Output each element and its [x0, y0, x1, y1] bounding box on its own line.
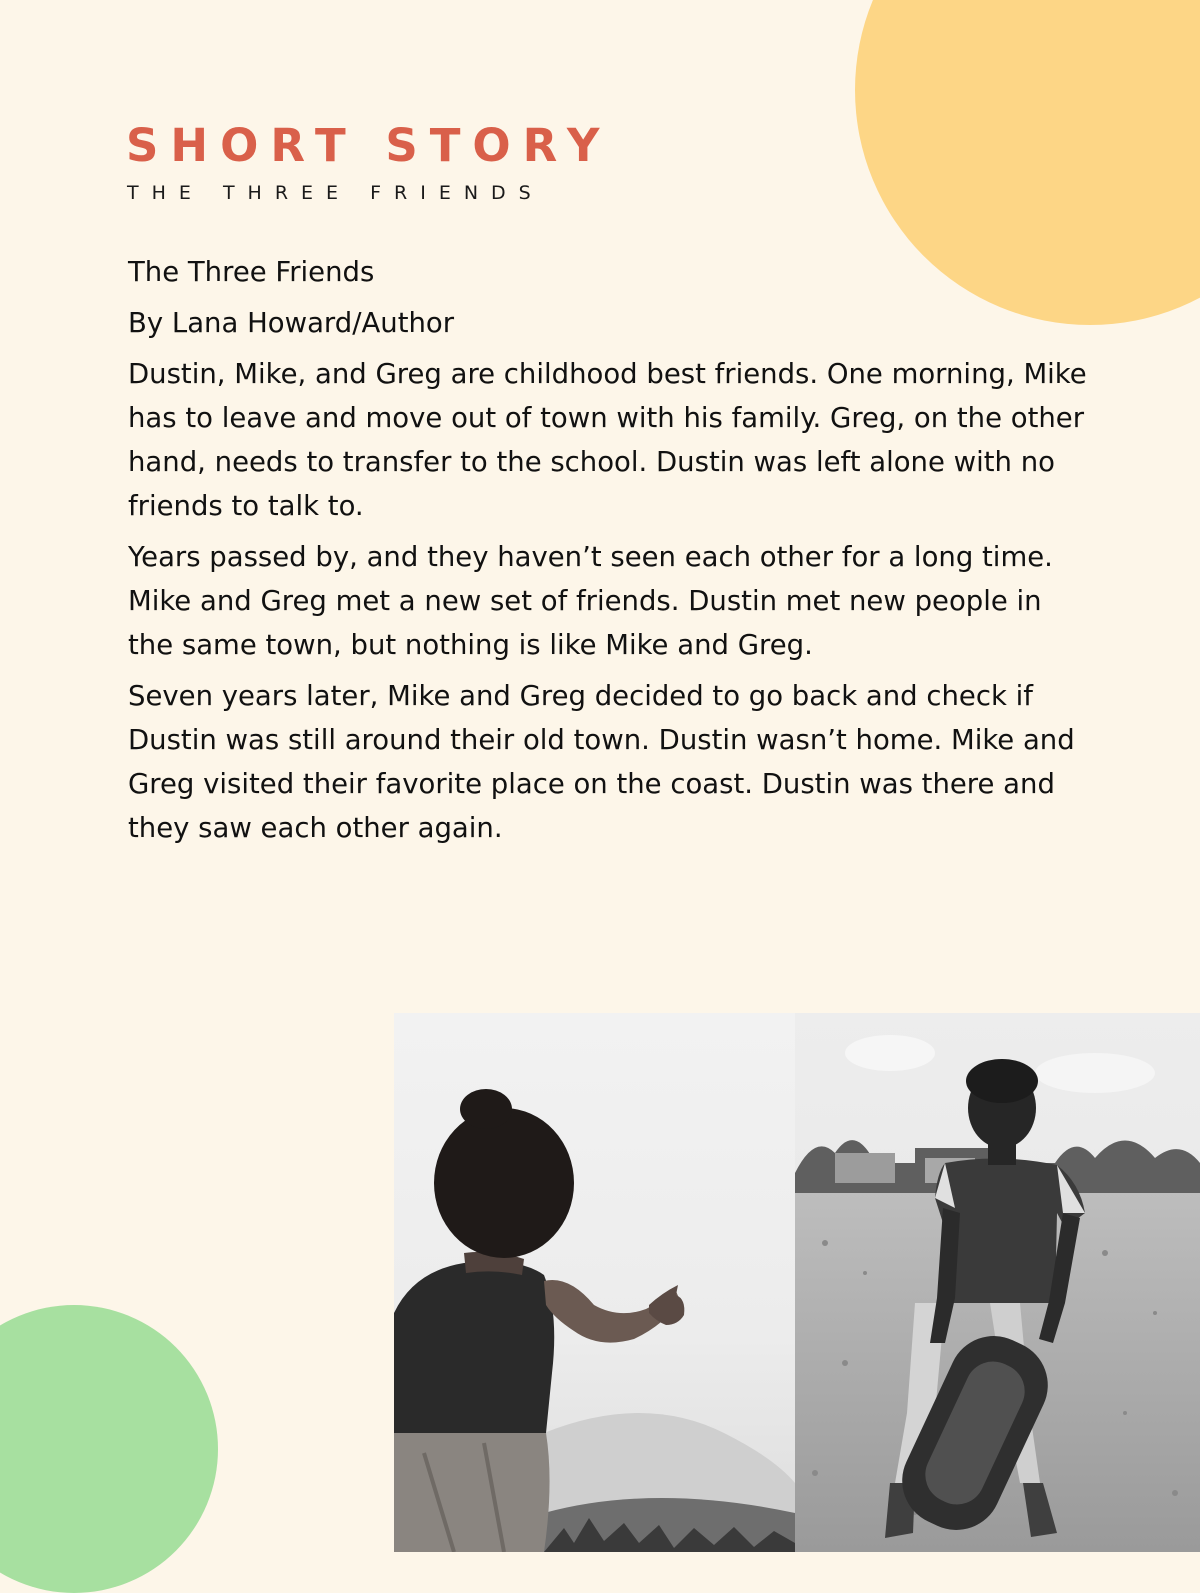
page-subtitle: THE THREE FRIENDS — [127, 182, 544, 204]
photo-boy-with-tire — [795, 1013, 1200, 1552]
story-paragraph: Years passed by, and they haven’t seen each other for a long time. Mike and Greg met a new set of friends. Dustin met new people in the same town, but nothing is like Mike and Greg. — [128, 541, 1053, 661]
page-title: SHORT STORY — [126, 119, 612, 172]
photo-child-pointing — [394, 1013, 795, 1552]
story-title: The Three Friends — [128, 256, 375, 288]
story-paragraph: Seven years later, Mike and Greg decided to go back and check if Dustin was still around their old town. Dustin wasn’t home. Mike and Greg visited their favorite place on the coast. Dustin was there and they saw each other again. — [128, 680, 1075, 844]
decorative-green-circle — [0, 1305, 218, 1593]
story-body — [128, 250, 1088, 857]
story-byline: By Lana Howard/Author — [128, 307, 455, 339]
story-paragraph: Dustin, Mike, and Greg are childhood best friends. One morning, Mike has to leave and move out of town with his family. Greg, on the other hand, needs to transfer to the school. Dustin was left alone with no friends to talk to. — [128, 358, 1087, 522]
